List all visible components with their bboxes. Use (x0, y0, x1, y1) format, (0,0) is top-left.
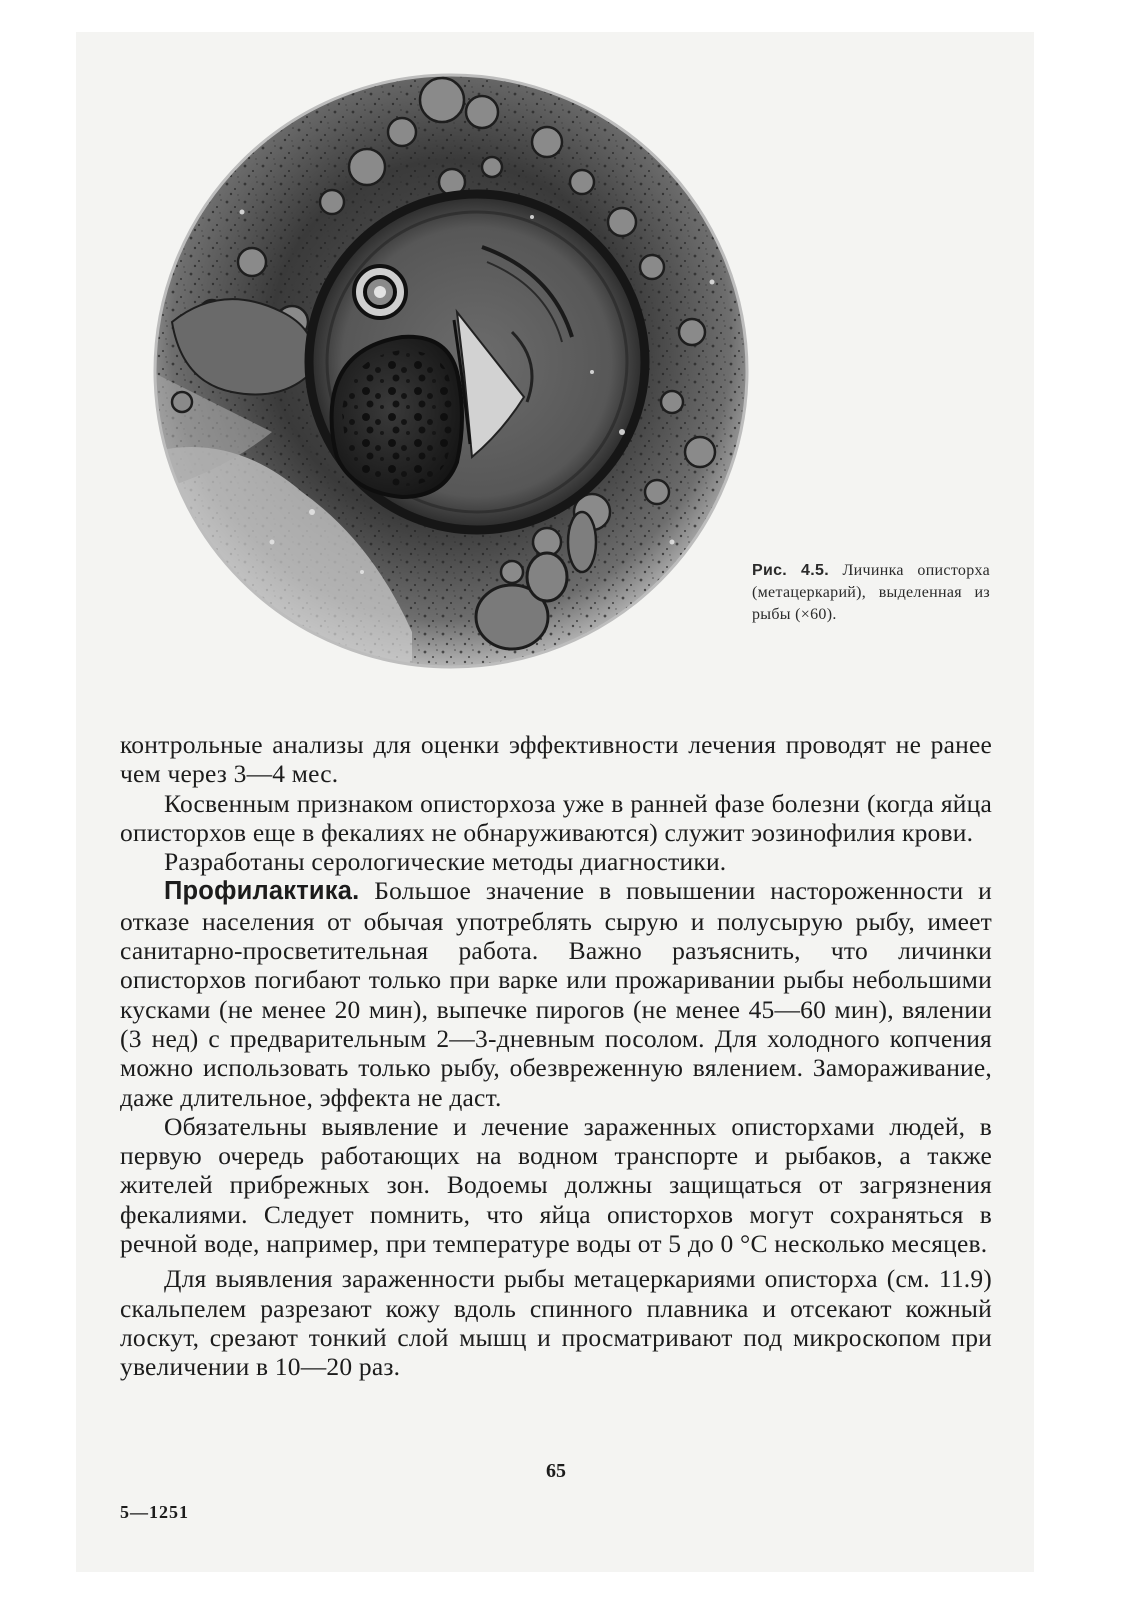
paragraph-text: Большое значение в повышении настороженности и отказе населения от обычая употреблять сырую и полусырую рыбу, имеет санитарно-просветительная работа. Важно разъяснить, что личинки описторхов погибают только при варке или прожаривании рыбы небольшими кусками (не менее 20 мин), выпечке пирогов (не менее 45—60 мин), вялении (3 нед) с предварительным 2—3-дневным посолом. Для холодного копчения можно использовать только рыбу, обезвреженную вялением. Замораживание, даже длительное, эффекта не даст. (120, 876, 992, 1112)
main-text (120, 730, 992, 1382)
paragraph-text: Для выявления зараженности рыбы метацеркариями описторха (см. 11.9) скальпелем разрезают кожу вдоль спинного плавника и отсекают кожный лоскут, срезают тонкий слой мышц и просматривают под микроскопом при увеличении в 10—20 раз. (120, 1264, 992, 1382)
paragraph-3 (120, 847, 992, 876)
caption-text: Личинка описторха (метацеркарий), выделенная из рыбы (×60). (752, 562, 990, 623)
paragraph-4 (120, 876, 992, 1111)
paragraph-5 (120, 1112, 992, 1258)
printer-signature: 5—1251 (120, 1502, 189, 1522)
micrograph-image (152, 72, 750, 670)
paragraph-6 (120, 1264, 992, 1381)
micrograph-figure (152, 72, 750, 670)
section-heading: Профилактика. (164, 877, 360, 906)
paragraph-2 (120, 789, 992, 848)
paragraph-text: Разработаны серологические методы диагностики. (164, 847, 727, 877)
paragraph-text: Обязательны выявление и лечение зараженных описторхами людей, в первую очередь работающих на водном транспорте и рыбаков, а также жителей прибрежных зон. Водоемы должны защищаться от загрязнения фекалиями. Следует помнить, что яйца описторхов могут сохраняться в речной воде, например, при температуре воды от 5 до 0 °С несколько месяцев. (120, 1111, 992, 1259)
caption-label: Рис. 4.5. (752, 562, 829, 579)
page-number: 65 (546, 1460, 566, 1482)
paragraph-1 (120, 730, 992, 789)
paragraph-text: контрольные анализы для оценки эффективности лечения проводят не ранее чем через 3—4 мес. (120, 730, 992, 789)
figure-caption (752, 560, 990, 626)
paragraph-text: Косвенным признаком описторхоза уже в ранней фазе болезни (когда яйца описторхов еще в фекалиях не обнаруживаются) служит эозинофилия крови. (120, 788, 992, 847)
